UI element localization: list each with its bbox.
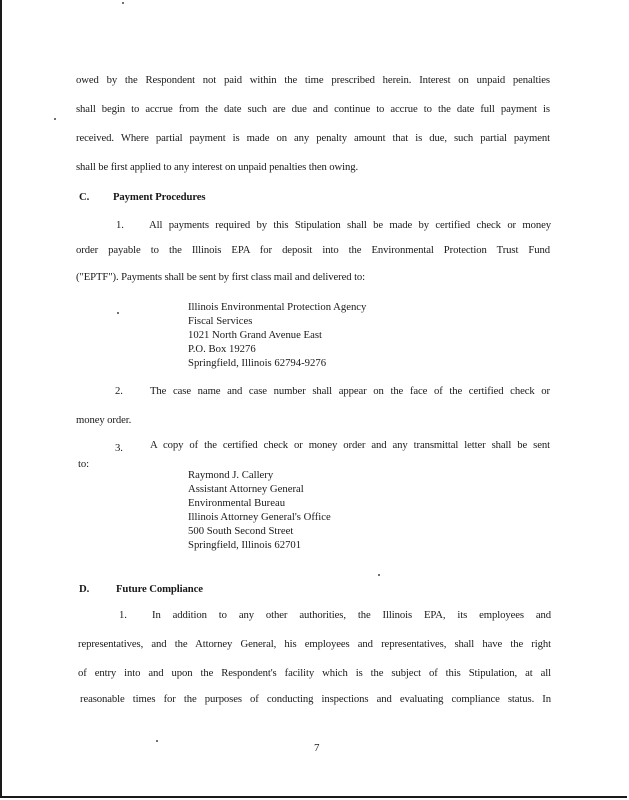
section-c-letter: C. <box>79 191 90 203</box>
section-d-letter: D. <box>79 583 90 595</box>
body-line: of entry into and upon the Respondent's facility which is the subject of this Stipulation, at all <box>78 667 551 679</box>
section-c-title: Payment Procedures <box>113 191 206 203</box>
address-line: 500 South Second Street <box>188 525 294 537</box>
paragraph-number: 2. <box>115 385 123 397</box>
scan-speck <box>122 2 124 4</box>
scan-speck <box>54 118 56 120</box>
body-line: shall be first applied to any interest on unpaid penalties then owing. <box>76 161 359 173</box>
address-line: Illinois Environmental Protection Agency <box>188 301 367 313</box>
body-line: reasonable times for the purposes of conducting inspections and evaluating compliance status. In <box>80 693 551 705</box>
body-line: received. Where partial payment is made on any penalty amount that is due, such partial payment <box>76 132 550 144</box>
scan-speck <box>378 574 380 576</box>
address-block-attorney <box>188 468 331 552</box>
page-number: 7 <box>314 742 320 754</box>
address-line: P.O. Box 19276 <box>188 343 256 355</box>
address-line: Assistant Attorney General <box>188 483 304 495</box>
address-line: Raymond J. Callery <box>188 469 274 481</box>
body-line: money order. <box>76 414 132 426</box>
section-d-title: Future Compliance <box>116 583 203 595</box>
address-line: Environmental Bureau <box>188 497 286 509</box>
paragraph-number: 1. <box>119 609 127 621</box>
address-line: Illinois Attorney General's Office <box>188 511 331 523</box>
address-line: Springfield, Illinois 62701 <box>188 539 302 551</box>
address-line: Springfield, Illinois 62794-9276 <box>188 357 327 369</box>
address-line: Fiscal Services <box>188 315 253 327</box>
scan-speck <box>117 312 119 314</box>
paragraph-number: 1. <box>116 219 124 231</box>
body-line: The case name and case number shall appear on the face of the certified check or <box>150 385 550 397</box>
body-line: All payments required by this Stipulation shall be made by certified check or money <box>149 219 551 231</box>
address-block-epa <box>188 300 366 370</box>
body-line: to: <box>78 458 89 470</box>
address-line: 1021 North Grand Avenue East <box>188 329 322 341</box>
scan-speck <box>156 740 158 742</box>
body-line: order payable to the Illinois EPA for deposit into the Environmental Protection Trust Fund <box>76 244 550 256</box>
body-line: owed by the Respondent not paid within the time prescribed herein. Interest on unpaid penalties <box>76 74 550 86</box>
body-line: representatives, and the Attorney General, his employees and representatives, shall have the right <box>78 638 551 650</box>
body-line: ("EPTF"). Payments shall be sent by first class mail and delivered to: <box>76 271 366 283</box>
paragraph-number: 3. <box>115 442 123 454</box>
body-line: A copy of the certified check or money order and any transmittal letter shall be sent <box>150 439 550 451</box>
body-line: In addition to any other authorities, the Illinois EPA, its employees and <box>152 609 551 621</box>
body-line: shall begin to accrue from the date such are due and continue to accrue to the date full payment is <box>76 103 550 115</box>
